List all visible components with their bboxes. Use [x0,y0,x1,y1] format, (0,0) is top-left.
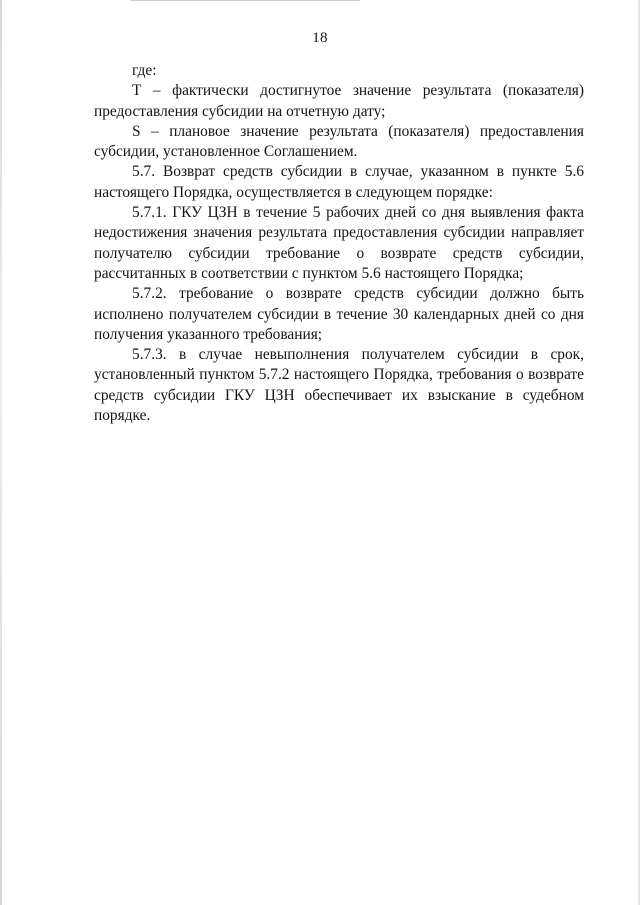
paragraph-where: где: [132,62,157,79]
document-body [94,61,584,426]
paragraph-5-7-1: 5.7.1. ГКУ ЦЗН в течение 5 рабочих дней со дня выявления факта недостижения значения результата предоставления субсидии направляет получателю субсидии требование о возврате средств субсидии, рассчитанных в соответствии с пунктом 5.6 настоящего Порядка; [94,204,584,282]
page-number: 18 [312,30,328,46]
scan-edge-top [130,0,360,1]
paragraph-t-definition: Т – фактически достигнутое значение результата (показателя) предоставления субсидии на отчетную дату; [94,82,584,120]
paragraph-5-7: 5.7. Возврат средств субсидии в случае, указанном в пункте 5.6 настоящего Порядка, осуществляется в следующем порядке: [94,163,584,201]
paragraph-5-7-2: 5.7.2. требование о возврате средств субсидии должно быть исполнено получателем субсидии в течение 30 календарных дней со дня получения указанного требования; [94,285,584,343]
scan-edge-left [0,0,2,905]
paragraph-5-7-3: 5.7.3. в случае невыполнения получателем субсидии в срок, установленный пунктом 5.7.2 настоящего Порядка, требования о возврате средств субсидии ГКУ ЦЗН обеспечивает их взыскание в судебном порядке. [94,346,584,425]
paragraph-s-definition: S – плановое значение результата (показателя) предоставления субсидии, установленное Соглашением. [94,122,584,161]
